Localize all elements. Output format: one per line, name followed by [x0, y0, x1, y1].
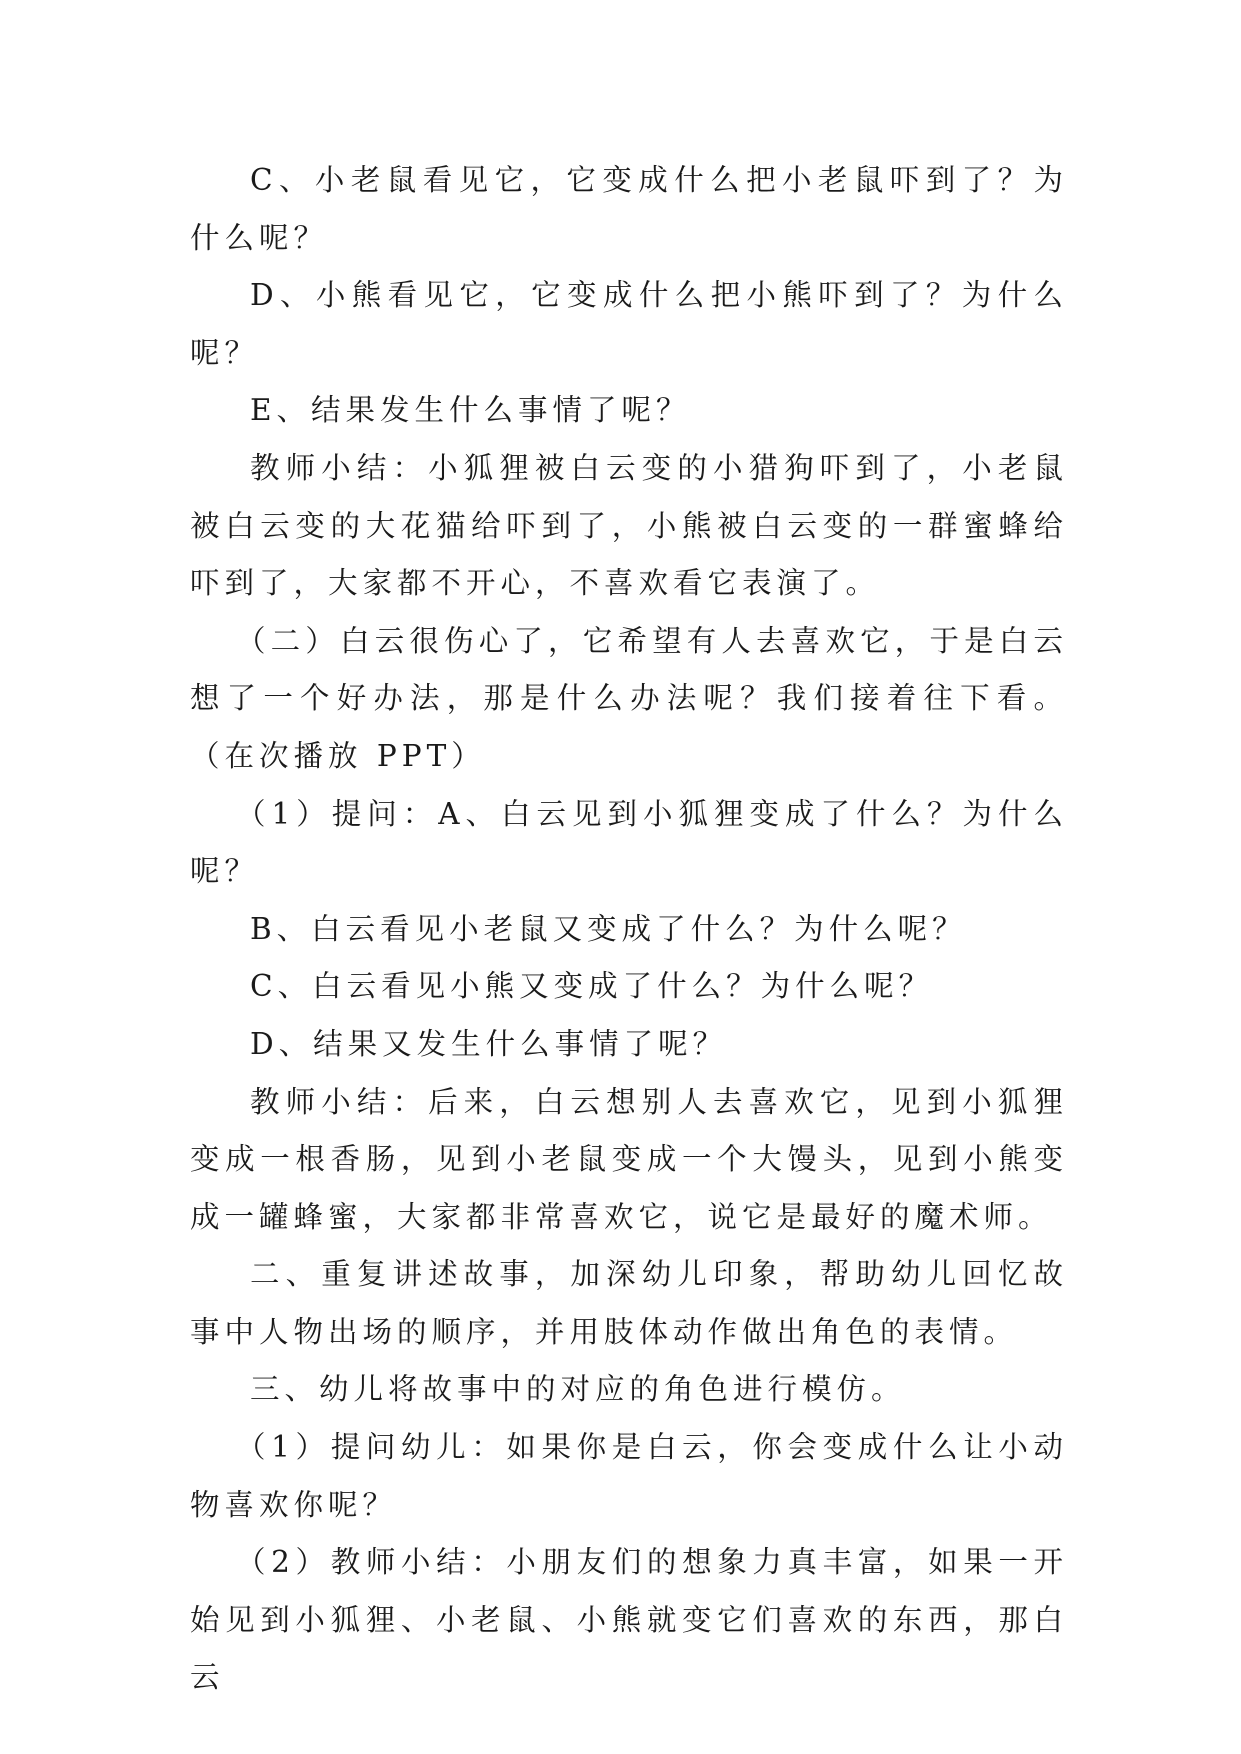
paragraph-teacher-summary-2: 教师小结：后来，白云想别人去喜欢它，见到小狐狸变成一根香肠，见到小老鼠变成一个大馒头，见到小熊变成一罐蜂蜜，大家都非常喜欢它，说它是最好的魔术师。 [190, 1084, 1068, 1234]
document-body [190, 152, 1068, 1707]
paragraph-question-c2: C、白云看见小熊又变成了什么？为什么呢？ [250, 969, 934, 1004]
paragraph-question-c: C、小老鼠看见它，它变成什么把小老鼠吓到了？为什么呢？ [190, 163, 1068, 255]
paragraph-teacher-summary-1: 教师小结：小狐狸被白云变的小猎狗吓到了，小老鼠被白云变的大花猫给吓到了，小熊被白云变的一群蜜蜂给吓到了，大家都不开心，不喜欢看它表演了。 [190, 450, 1068, 601]
paragraph-question-d: D、小熊看见它，它变成什么把小熊吓到了？为什么呢？ [190, 278, 1068, 370]
paragraph-section-two: （二）白云很伤心了，它希望有人去喜欢它，于是白云想了一个好办法，那是什么办法呢？我们接着往下看。（在次播放 PPT） [190, 623, 1068, 773]
paragraph-step-two: 二、重复讲述故事，加深幼儿印象，帮助幼儿回忆故事中人物出场的顺序，并用肢体动作做出角色的表情。 [190, 1257, 1068, 1349]
paragraph-teacher-summary-3: （2）教师小结：小朋友们的想象力真丰富，如果一开始见到小狐狸、小老鼠、小熊就变它们喜欢的东西，那白云 [190, 1545, 1068, 1695]
paragraph-question-1a: （1）提问：A、白云见到小狐狸变成了什么？为什么呢？ [190, 796, 1068, 889]
paragraph-question-e: E、结果发生什么事情了呢？ [250, 393, 691, 428]
paragraph-question-b: B、白云看见小老鼠又变成了什么？为什么呢？ [250, 911, 967, 946]
paragraph-question-d2: D、结果又发生什么事情了呢？ [250, 1026, 728, 1061]
paragraph-ask-children: （1）提问幼儿：如果你是白云，你会变成什么让小动物喜欢你呢？ [190, 1430, 1068, 1522]
paragraph-step-three: 三、幼儿将故事中的对应的角色进行模仿。 [250, 1372, 906, 1407]
